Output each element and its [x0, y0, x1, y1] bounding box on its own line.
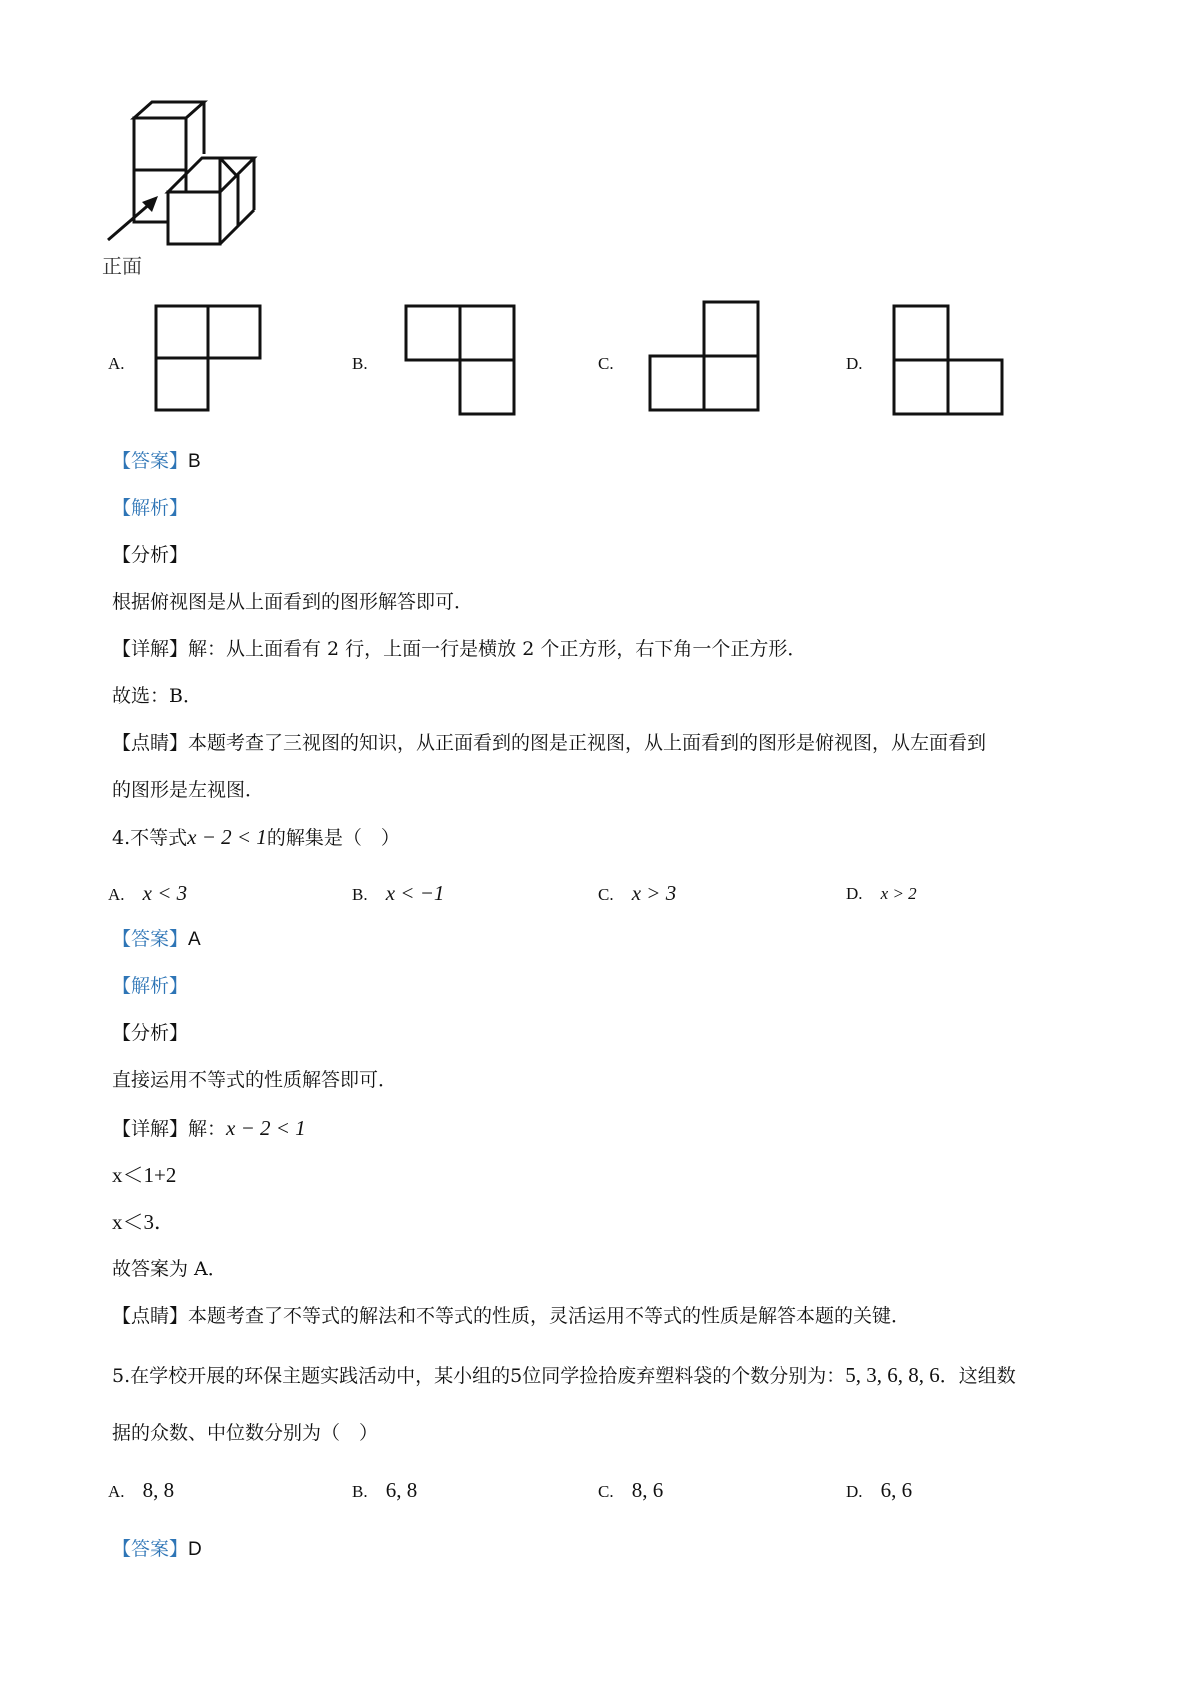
q4-option-c-label: C.: [598, 885, 614, 904]
q5-answer-tag: 【答案】: [112, 1538, 189, 1560]
fig-option-d-label: D.: [846, 354, 863, 373]
q5-answer-value: D: [188, 1539, 202, 1560]
q5-stem-nums: 5, 3, 6, 8, 6: [845, 1363, 940, 1387]
q3-xiangjie: 【详解】解：从上面看有 2 行，上面一行是横放 2 个正方形，右下角一个正方形．: [112, 638, 807, 660]
q4-option-d-value: x > 2: [880, 884, 917, 903]
q4-answer-value: A: [188, 929, 201, 950]
fig-option-c-shape: [648, 300, 760, 412]
q4-option-d-label: D.: [846, 884, 863, 903]
q4-step-2: x＜3．: [112, 1210, 175, 1234]
q4-option-a: [108, 880, 187, 908]
q4-option-d: [846, 880, 917, 907]
q3-answer-value: B: [188, 451, 201, 472]
q3-answer-tag: 【答案】: [112, 450, 189, 472]
q4-xiangjie: [112, 1115, 306, 1142]
front-label: 正面: [102, 254, 142, 278]
fig-option-a-shape: [154, 304, 264, 414]
q4-option-b: [352, 880, 444, 908]
q4-stem-suffix: 的解集是（ ）: [266, 827, 400, 849]
fig-option-a-label: A.: [108, 354, 125, 373]
q5-option-b-value: 6, 8: [385, 1478, 418, 1502]
q5-stem-line-2: 据的众数、中位数分别为（ ）: [112, 1422, 379, 1444]
q4-fenxi-text: 直接运用不等式的性质解答即可．: [112, 1069, 398, 1091]
q4-fenxi-tag: 【分析】: [112, 1022, 189, 1044]
q5-option-b: [352, 1477, 417, 1505]
q5-option-a: [108, 1477, 174, 1505]
q5-option-c-value: 8, 6: [631, 1478, 664, 1502]
q4-xiangjie-prefix: 【详解】解：: [112, 1118, 227, 1140]
q4-jiexi-tag: 【解析】: [112, 975, 189, 997]
q4-step-1: x＜1+2: [112, 1163, 177, 1187]
fig-option-b-shape: [404, 304, 514, 414]
q5-option-d: [846, 1477, 912, 1505]
q4-option-a-label: A.: [108, 885, 125, 904]
q4-dianjing: 【点睛】本题考查了不等式的解法和不等式的性质，灵活运用不等式的性质是解答本题的关键．: [112, 1305, 911, 1327]
q5-stem-prefix: 5.在学校开展的环保主题实践活动中，某小组的5位同学捡拾废弃塑料袋的个数分别为：: [112, 1365, 846, 1387]
q4-option-a-value: x < 3: [142, 881, 188, 905]
q4-answer-tag: 【答案】: [112, 928, 189, 950]
q4-option-c-value: x > 3: [631, 881, 677, 905]
q4-stem: [112, 824, 400, 851]
fig-option-b-label: B.: [352, 354, 368, 373]
q5-answer-line: [112, 1536, 202, 1563]
q5-option-d-value: 6, 6: [880, 1478, 913, 1502]
q4-option-c: [598, 880, 676, 908]
fig-option-c-label: C.: [598, 354, 614, 373]
q5-stem-suffix: ．这组数: [939, 1365, 1016, 1387]
q4-guxuan: 故答案为 A．: [112, 1258, 227, 1280]
q5-option-d-label: D.: [846, 1482, 863, 1501]
q5-option-c: [598, 1477, 663, 1505]
q3-jiexi-tag: 【解析】: [112, 497, 189, 519]
q5-stem-line-1: [112, 1362, 1016, 1389]
q3-dianjing-2: 的图形是左视图．: [112, 779, 265, 801]
q4-stem-prefix: 4.不等式: [112, 827, 188, 849]
q3-answer-line: [112, 448, 201, 475]
q5-option-b-label: B.: [352, 1482, 368, 1501]
q3-fenxi-text: 根据俯视图是从上面看到的图形解答即可．: [112, 591, 474, 613]
cube-figure: [100, 96, 280, 246]
q5-option-a-label: A.: [108, 1482, 125, 1501]
q5-option-c-label: C.: [598, 1482, 614, 1501]
q4-stem-math: x − 2 < 1: [187, 825, 267, 849]
q4-option-b-value: x < −1: [385, 881, 445, 905]
q3-dianjing-1: 【点睛】本题考查了三视图的知识，从正面看到的图是正视图，从上面看到的图形是俯视图，从左面看到: [112, 732, 987, 754]
q4-answer-line: [112, 926, 201, 953]
q5-option-a-value: 8, 8: [142, 1478, 175, 1502]
q3-fenxi-tag: 【分析】: [112, 544, 189, 566]
q3-guxuan: 故选：B．: [112, 685, 202, 707]
q4-xiangjie-math: x − 2 < 1: [226, 1116, 306, 1140]
fig-option-d-shape: [892, 304, 1004, 416]
q4-option-b-label: B.: [352, 885, 368, 904]
